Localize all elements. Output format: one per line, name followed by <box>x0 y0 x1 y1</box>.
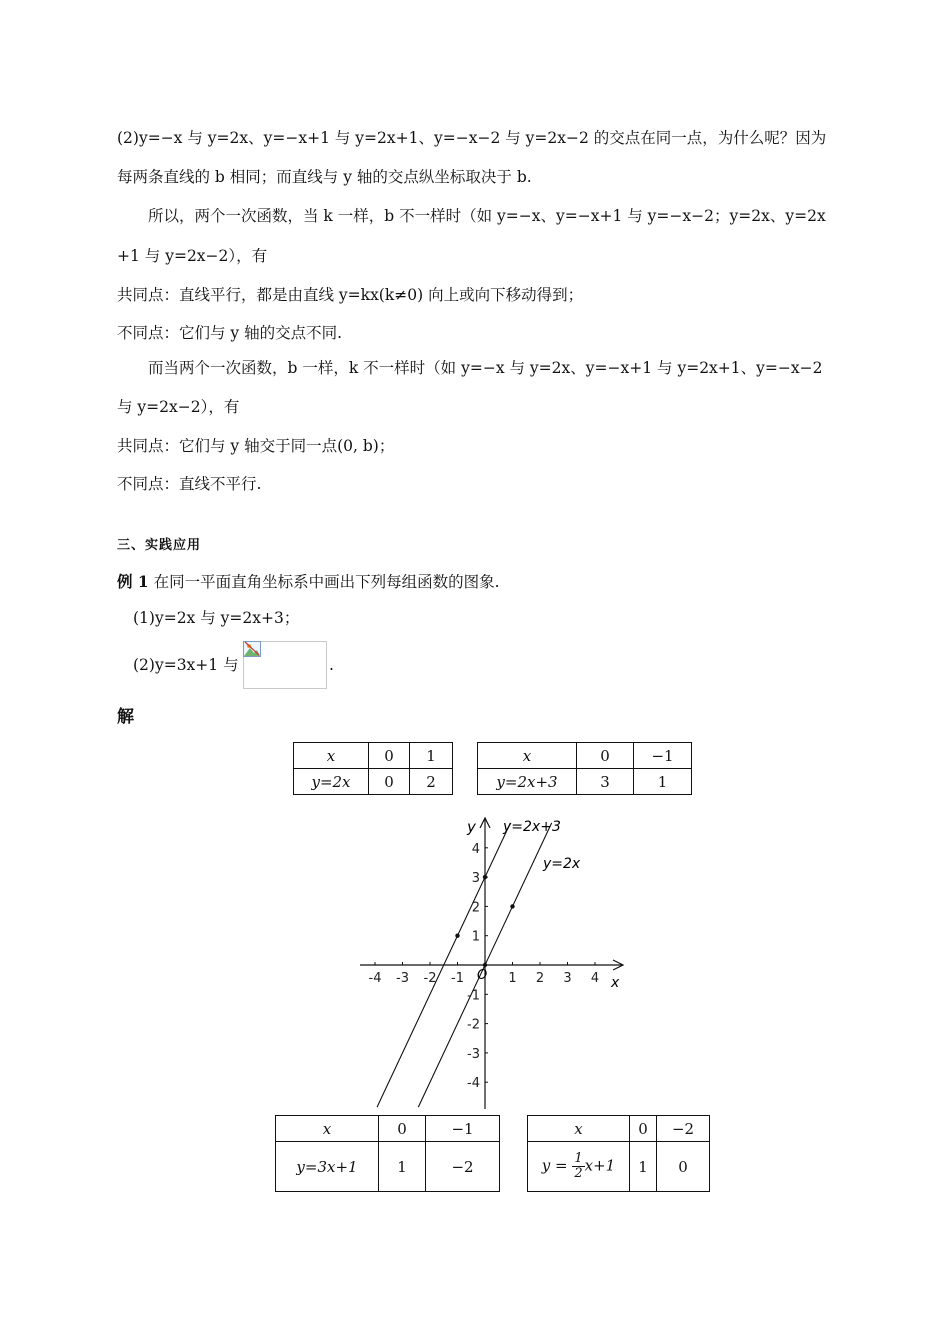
fraction <box>572 1152 584 1181</box>
table-cell: 1 <box>630 1142 657 1192</box>
paragraph-line: 不同点：它们与 y 轴的交点不同. <box>117 324 343 342</box>
x-tick-label: 2 <box>535 971 545 986</box>
y-tick-label: -4 <box>467 1076 480 1092</box>
table-cell: 0 <box>369 769 410 795</box>
paragraph-line: 共同点：它们与 y 轴交于同一点(0, b)； <box>117 437 395 455</box>
solution-label: 解 <box>117 707 134 727</box>
table-cell: −2 <box>657 1116 710 1142</box>
table-cell <box>528 1142 630 1192</box>
value-table-y-2x <box>293 742 453 795</box>
paragraph-line: 与 y=2x−2），有 <box>117 398 240 416</box>
x-tick-label: -3 <box>396 971 409 986</box>
table-cell: 1 <box>634 769 692 795</box>
paragraph-line: (2)y=−x 与 y=2x、y=−x+1 与 y=2x+1、y=−x−2 与 y=2x−2 的交点在同一点，为什么呢？因为 <box>117 129 827 147</box>
formula-prefix: y = <box>541 1156 568 1175</box>
fraction-denominator: 2 <box>574 1166 583 1181</box>
value-table-y-2x-plus-3 <box>477 742 692 795</box>
table-cell: x <box>478 743 577 769</box>
value-table-y-3x-plus-1 <box>275 1115 500 1192</box>
paragraph-line: +1 与 y=2x−2），有 <box>117 247 268 265</box>
y-tick-label: 2 <box>471 900 480 916</box>
y-tick-label: 4 <box>471 841 480 857</box>
paragraph-line: 不同点：直线不平行. <box>117 475 262 493</box>
plotted-point <box>483 963 487 967</box>
table-cell: 0 <box>577 743 634 769</box>
line-label-y-2x: y=2x <box>543 856 581 872</box>
plotted-point <box>510 904 514 908</box>
section-heading: 三、实践应用 <box>117 538 202 553</box>
table-cell: x <box>294 743 369 769</box>
value-table-y-half-x-plus-1 <box>527 1115 710 1192</box>
origin-label: O <box>477 968 488 983</box>
x-tick-label: 1 <box>508 971 517 986</box>
plotted-point <box>483 875 487 879</box>
x-tick-label: -2 <box>423 971 437 986</box>
y-tick-label: -1 <box>467 988 480 1004</box>
table-cell: 0 <box>630 1116 657 1142</box>
table-cell: −1 <box>634 743 692 769</box>
y-tick-label: 3 <box>471 871 480 887</box>
table-cell: x <box>528 1116 630 1142</box>
table-cell: −2 <box>426 1142 500 1192</box>
table-cell: 1 <box>379 1142 426 1192</box>
example-item-2-end: . <box>329 656 334 674</box>
table-cell: y=2x <box>294 769 369 795</box>
table-cell: 0 <box>379 1116 426 1142</box>
example-item-1: (1)y=2x 与 y=2x+3； <box>133 609 300 627</box>
x-tick-label: -1 <box>451 971 464 986</box>
y-axis-label: y <box>467 818 476 836</box>
coordinate-graph <box>355 812 630 1112</box>
y-tick-label: -3 <box>467 1046 480 1062</box>
fraction-numerator: 1 <box>574 1151 583 1166</box>
table-cell: 2 <box>410 769 453 795</box>
line-label-y-2x-plus-3: y=2x+3 <box>503 819 561 835</box>
table-cell: 0 <box>657 1142 710 1192</box>
x-tick-label: -4 <box>368 971 382 986</box>
broken-image-icon <box>243 641 261 657</box>
table-cell: 1 <box>410 743 453 769</box>
paragraph-line: 而当两个一次函数，b 一样，k 不一样时（如 y=−x 与 y=2x、y=−x+1 与 y=2x+1、y=−x−2 <box>148 359 823 377</box>
x-axis-label: x <box>611 975 620 991</box>
example-item-2: (2)y=3x+1 与 <box>133 656 239 674</box>
paragraph-line: 每两条直线的 b 相同；而直线与 y 轴的交点纵坐标取决于 b. <box>117 168 532 186</box>
y-tick-label: -2 <box>467 1017 480 1033</box>
table-cell: 3 <box>577 769 634 795</box>
paragraph-line: 共同点：直线平行，都是由直线 y=kx(k≠0) 向上或向下移动得到； <box>117 286 584 304</box>
table-cell: x <box>276 1116 379 1142</box>
paragraph-line: 所以，两个一次函数，当 k 一样，b 不一样时（如 y=−x、y=−x+1 与 y=−x−2；y=2x、y=2x <box>148 207 826 225</box>
table-cell: 0 <box>369 743 410 769</box>
example-line <box>117 572 500 592</box>
table-cell: y=3x+1 <box>276 1142 379 1192</box>
plotted-point <box>455 934 459 938</box>
formula-suffix: x+1 <box>584 1156 616 1175</box>
example-text: 在同一平面直角坐标系中画出下列每组函数的图象. <box>153 573 500 591</box>
y-tick-label: 1 <box>471 929 480 945</box>
example-label: 例 1 <box>117 572 149 591</box>
table-cell: −1 <box>426 1116 500 1142</box>
x-tick-label: 4 <box>590 971 600 986</box>
x-tick-label: 3 <box>563 971 572 986</box>
table-cell: y=2x+3 <box>478 769 577 795</box>
